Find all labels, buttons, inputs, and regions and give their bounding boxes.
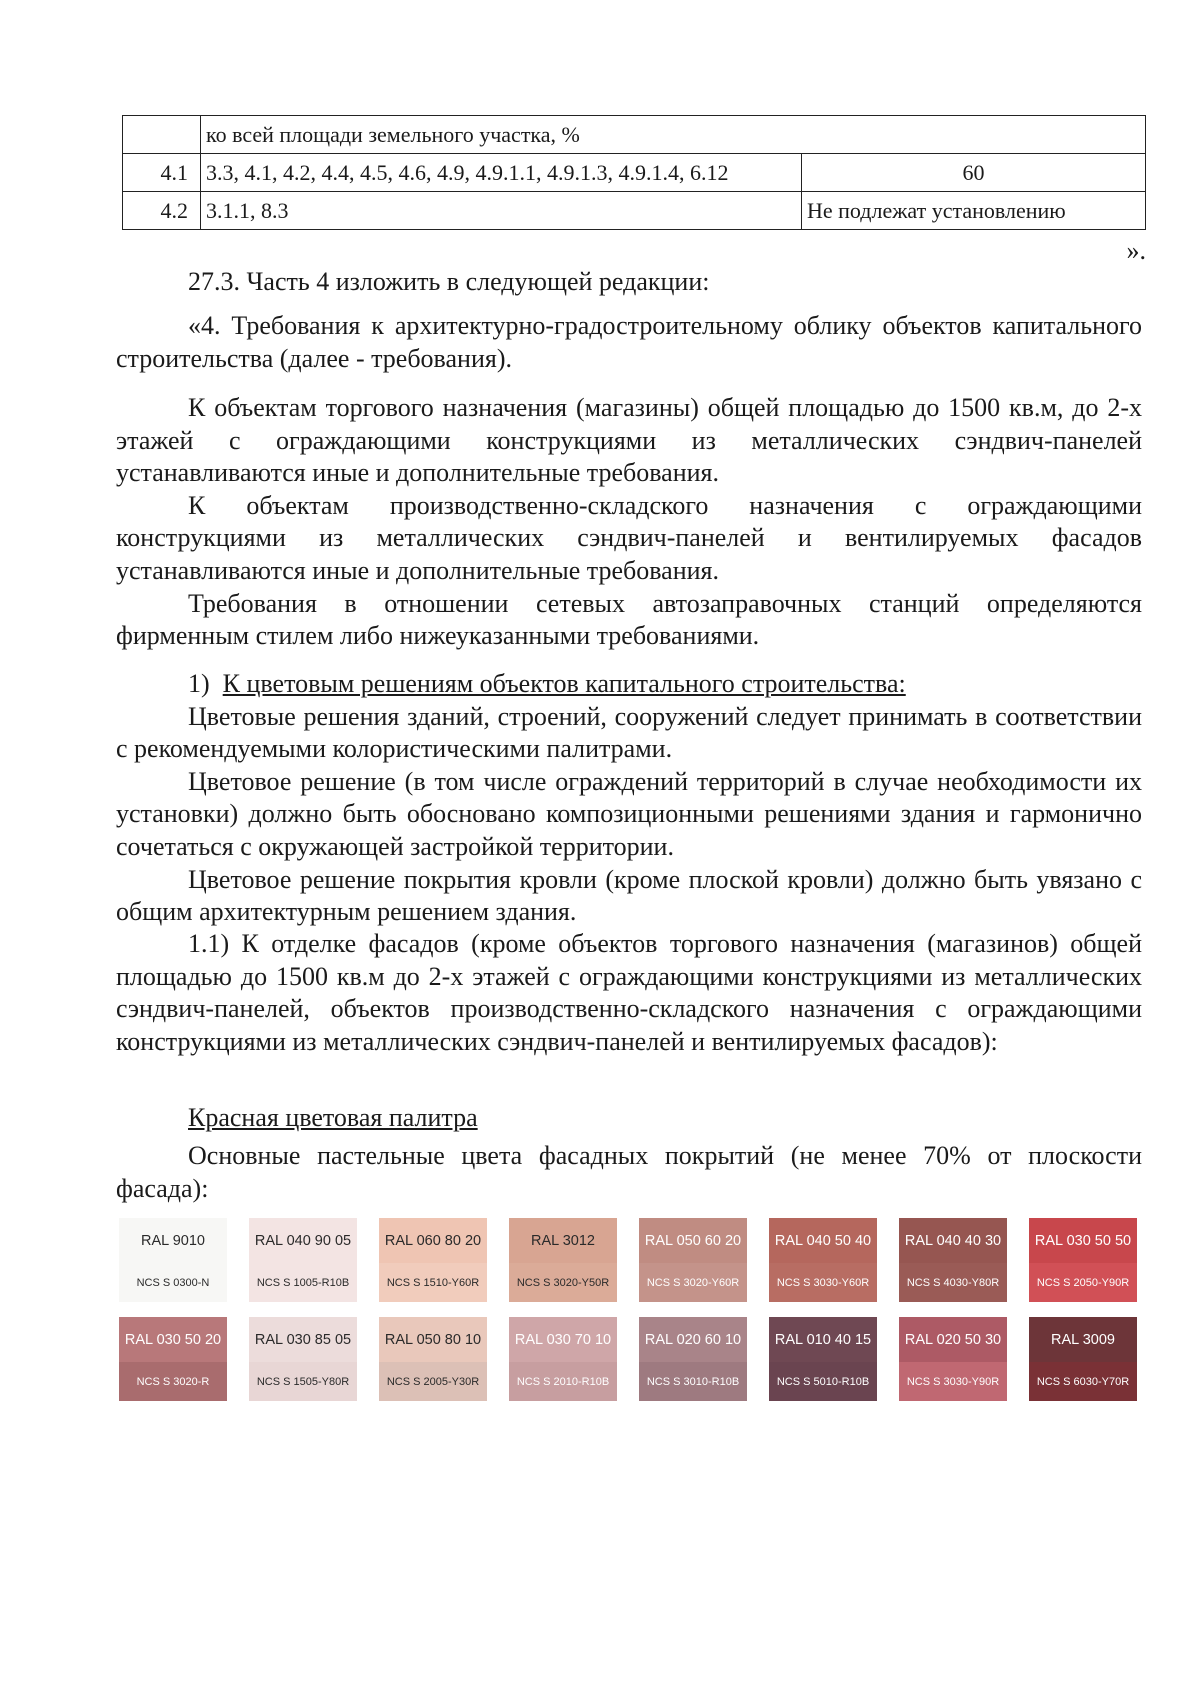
color-swatch: [639, 1317, 747, 1401]
numbered-heading-1: [116, 668, 1142, 701]
swatch-ncs-code: NCS S 3020-R: [119, 1362, 227, 1401]
paragraph-text: Требования в отношении сетевых автозаправочных станций определяются фирменным стилем либо нижеуказанными требованиями.: [116, 588, 1142, 651]
color-swatch: [769, 1317, 877, 1401]
swatch-ral-code: RAL 020 60 10: [639, 1317, 747, 1362]
paragraph-group-2: [116, 668, 1142, 929]
row-number: 4.2: [123, 192, 201, 230]
color-swatch: [899, 1218, 1007, 1302]
color-swatch: [639, 1218, 747, 1302]
swatch-ncs-code: NCS S 4030-Y80R: [899, 1263, 1007, 1302]
paragraph-text: К объектам торгового назначения (магазины) общей площадью до 1500 кв.м, до 2-х этажей с ограждающими конструкциями из металлических сэндвич-панелей устанавливаются иные и дополнительные требования.: [116, 393, 1142, 488]
swatch-ncs-code: NCS S 1505-Y80R: [249, 1362, 357, 1401]
swatch-ncs-code: NCS S 2005-Y30R: [379, 1362, 487, 1401]
color-swatch: [509, 1317, 617, 1401]
row-codes: 3.3, 4.1, 4.2, 4.4, 4.5, 4.6, 4.9, 4.9.1.1, 4.9.1.3, 4.9.1.4, 6.12: [201, 154, 802, 192]
palette-row: [119, 1317, 1143, 1401]
paragraph-text: Цветовое решение (в том числе ограждений территорий в случае необходимости их установки) должно быть обосновано композиционными решениями здания и гармонично сочетаться с окружающей застройкой территории.: [116, 766, 1142, 861]
swatch-ncs-code: NCS S 2050-Y90R: [1029, 1263, 1137, 1302]
table-row: [123, 154, 1146, 192]
color-swatch: [249, 1317, 357, 1401]
swatch-ral-code: RAL 020 50 30: [899, 1317, 1007, 1362]
swatch-ral-code: RAL 060 80 20: [379, 1218, 487, 1263]
paragraph-text: 27.3. Часть 4 изложить в следующей редакции:: [188, 267, 710, 296]
heading-number: 1): [188, 669, 210, 698]
color-swatch: [1029, 1317, 1137, 1401]
swatch-ral-code: RAL 9010: [119, 1218, 227, 1263]
table-row: [123, 192, 1146, 230]
swatch-ncs-code: NCS S 1510-Y60R: [379, 1263, 487, 1302]
swatch-ral-code: RAL 050 80 10: [379, 1317, 487, 1362]
swatch-ncs-code: NCS S 5010-R10B: [769, 1362, 877, 1401]
color-swatch: [509, 1218, 617, 1302]
palette-title-text: Красная цветовая палитра: [188, 1103, 478, 1132]
paragraph-group-3: [116, 928, 1142, 1058]
paragraph-text: К объектам производственно-складского назначения с ограждающими конструкциями из металлических сэндвич-панелей и вентилируемых фасадов устанавливаются иные и дополнительные требования.: [116, 490, 1142, 585]
swatch-ncs-code: NCS S 1005-R10B: [249, 1263, 357, 1302]
palette-row: [119, 1218, 1143, 1302]
requirements-table: [122, 115, 1146, 230]
color-swatch: [379, 1218, 487, 1302]
swatch-ral-code: RAL 030 85 05: [249, 1317, 357, 1362]
color-swatch: [249, 1218, 357, 1302]
row-value: Не подлежат установлению: [802, 192, 1146, 230]
swatch-ral-code: RAL 3009: [1029, 1317, 1137, 1362]
paragraph-section-4: [116, 310, 1142, 375]
swatch-ncs-code: NCS S 6030-Y70R: [1029, 1362, 1137, 1401]
swatch-ral-code: RAL 030 50 50: [1029, 1218, 1137, 1263]
color-swatch: [899, 1317, 1007, 1401]
swatch-ral-code: RAL 050 60 20: [639, 1218, 747, 1263]
color-swatch: [379, 1317, 487, 1401]
swatch-ral-code: RAL 010 40 15: [769, 1317, 877, 1362]
swatch-ral-code: RAL 040 90 05: [249, 1218, 357, 1263]
swatch-ral-code: RAL 030 70 10: [509, 1317, 617, 1362]
color-swatch: [119, 1317, 227, 1401]
palette-title: [116, 1102, 1142, 1135]
paragraph-text: Цветовые решения зданий, строений, сооружений следует принимать в соответствии с рекомендуемыми колористическими палитрами.: [116, 701, 1142, 764]
row-codes: 3.1.1, 8.3: [201, 192, 802, 230]
swatch-ncs-code: NCS S 2010-R10B: [509, 1362, 617, 1401]
row-number: 4.1: [123, 154, 201, 192]
swatch-ncs-code: NCS S 3010-R10B: [639, 1362, 747, 1401]
swatch-ral-code: RAL 040 50 40: [769, 1218, 877, 1263]
paragraph-group-5: [116, 1140, 1142, 1205]
swatch-ncs-code: NCS S 3030-Y60R: [769, 1263, 877, 1302]
paragraph-group-4: [116, 1102, 1142, 1135]
paragraph-group-1: [116, 392, 1142, 653]
paragraph-text: Основные пастельные цвета фасадных покрытий (не менее 70% от плоскости фасада):: [116, 1141, 1142, 1203]
row-value: 60: [802, 154, 1146, 192]
paragraph-text: Цветовое решение покрытия кровли (кроме плоской кровли) должно быть увязано с общим архитектурным решением здания.: [116, 864, 1142, 927]
swatch-ral-code: RAL 3012: [509, 1218, 617, 1263]
color-palette: [119, 1218, 1143, 1416]
swatch-ral-code: RAL 040 40 30: [899, 1218, 1007, 1263]
color-swatch: [1029, 1218, 1137, 1302]
swatch-ncs-code: NCS S 3030-Y90R: [899, 1362, 1007, 1401]
row-number: [123, 116, 201, 154]
closing-quote: ».: [1126, 236, 1146, 265]
color-swatch: [769, 1218, 877, 1302]
row-codes: ко всей площади земельного участка, %: [201, 116, 1146, 154]
paragraph-text: 1.1) К отделке фасадов (кроме объектов торгового назначения (магазинов) общей площадью до 1500 кв.м до 2-х этажей с ограждающими конструкциями из металлических сэндвич-панелей, объектов производственно-складского назначения с ограждающими конструкциями из металлических сэндвич-панелей и вентилируемых фасадов):: [116, 929, 1142, 1056]
swatch-ncs-code: NCS S 0300-N: [119, 1263, 227, 1302]
table-row: [123, 116, 1146, 154]
paragraph-text: «4. Требования к архитектурно-градостроительному облику объектов капитального строительства (далее - требования).: [116, 311, 1142, 373]
heading-text: К цветовым решениям объектов капитального строительства:: [222, 669, 906, 698]
swatch-ral-code: RAL 030 50 20: [119, 1317, 227, 1362]
swatch-ncs-code: NCS S 3020-Y50R: [509, 1263, 617, 1302]
paragraph-27-3: [116, 266, 1142, 299]
swatch-ncs-code: NCS S 3020-Y60R: [639, 1263, 747, 1302]
color-swatch: [119, 1218, 227, 1302]
